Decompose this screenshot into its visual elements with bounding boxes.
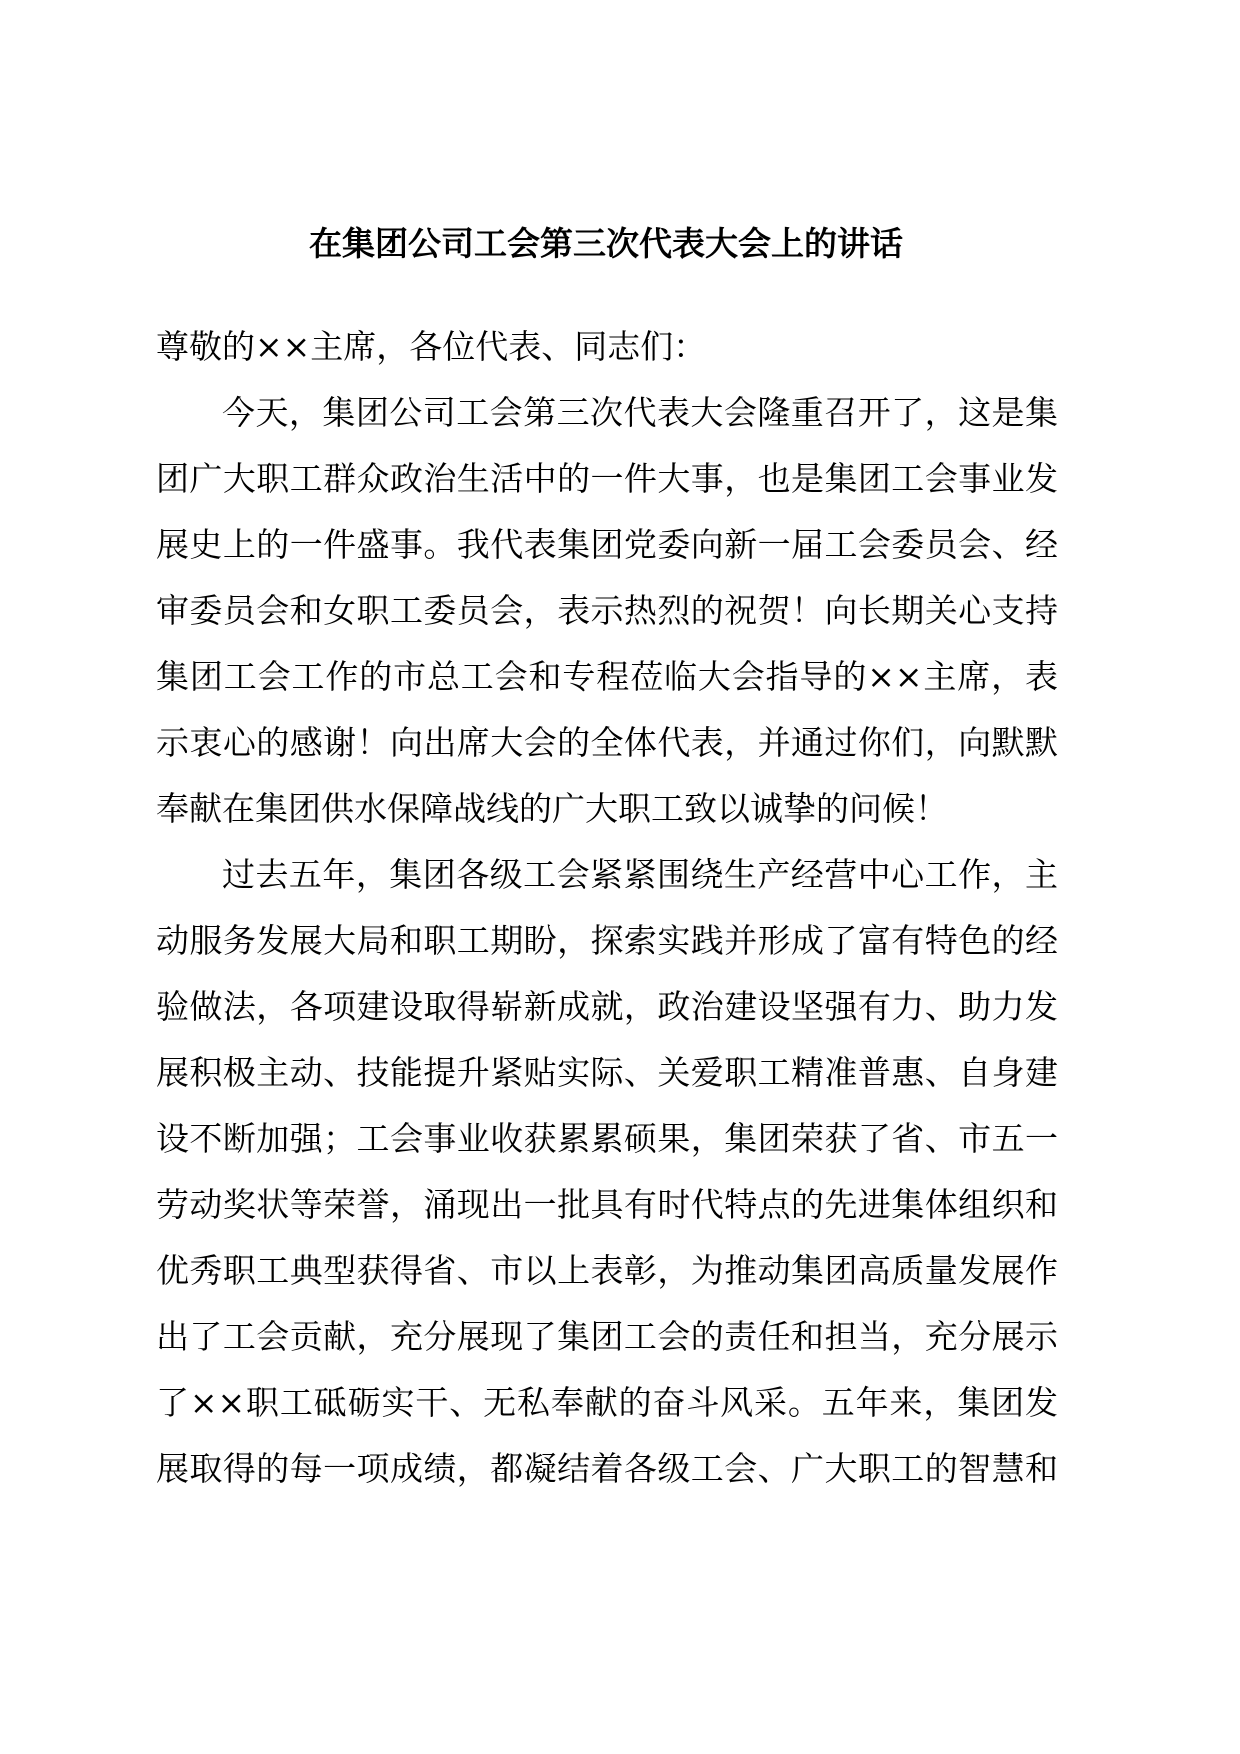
paragraph-line: 团广大职工群众政治生活中的一件大事，也是集团工会事业发 <box>156 459 1058 498</box>
paragraph-line: 集团工会工作的市总工会和专程莅临大会指导的××主席，表 <box>156 657 1058 696</box>
paragraph-line: 设不断加强；工会事业收获累累硕果，集团荣获了省、市五一 <box>156 1119 1058 1158</box>
paragraph-line: 出了工会贡献，充分展现了集团工会的责任和担当，充分展示 <box>156 1317 1058 1356</box>
paragraph-1 <box>156 380 1058 842</box>
paragraph-line: 动服务发展大局和职工期盼，探索实践并形成了富有特色的经 <box>156 921 1058 960</box>
paragraph-line: 过去五年，集团各级工会紧紧围绕生产经营中心工作，主 <box>222 855 1058 894</box>
paragraph-line: 展取得的每一项成绩，都凝结着各级工会、广大职工的智慧和 <box>156 1449 1058 1488</box>
document-title: 在集团公司工会第三次代表大会上的讲话 <box>309 224 903 263</box>
paragraph-line: 了××职工砥砺实干、无私奉献的奋斗风采。五年来，集团发 <box>156 1383 1058 1422</box>
paragraph-line: 示衷心的感谢！向出席大会的全体代表，并通过你们，向默默 <box>156 723 1058 762</box>
paragraph-line: 审委员会和女职工委员会，表示热烈的祝贺！向长期关心支持 <box>156 591 1058 630</box>
paragraph-line: 今天，集团公司工会第三次代表大会隆重召开了，这是集 <box>222 393 1058 432</box>
paragraph-line: 验做法，各项建设取得崭新成就，政治建设坚强有力、助力发 <box>156 987 1058 1026</box>
paragraph-line: 展史上的一件盛事。我代表集团党委向新一届工会委员会、经 <box>156 525 1058 564</box>
paragraph-line: 优秀职工典型获得省、市以上表彰，为推动集团高质量发展作 <box>156 1251 1058 1290</box>
salutation-line: 尊敬的××主席，各位代表、同志们： <box>156 327 707 366</box>
paragraph-line: 奉献在集团供水保障战线的广大职工致以诚挚的问候！ <box>156 789 948 828</box>
paragraph-line: 劳动奖状等荣誉，涌现出一批具有时代特点的先进集体组织和 <box>156 1185 1058 1224</box>
paragraph-line: 展积极主动、技能提升紧贴实际、关爱职工精准普惠、自身建 <box>156 1053 1058 1092</box>
document-body <box>156 314 1058 1502</box>
paragraph-2 <box>156 842 1058 1502</box>
